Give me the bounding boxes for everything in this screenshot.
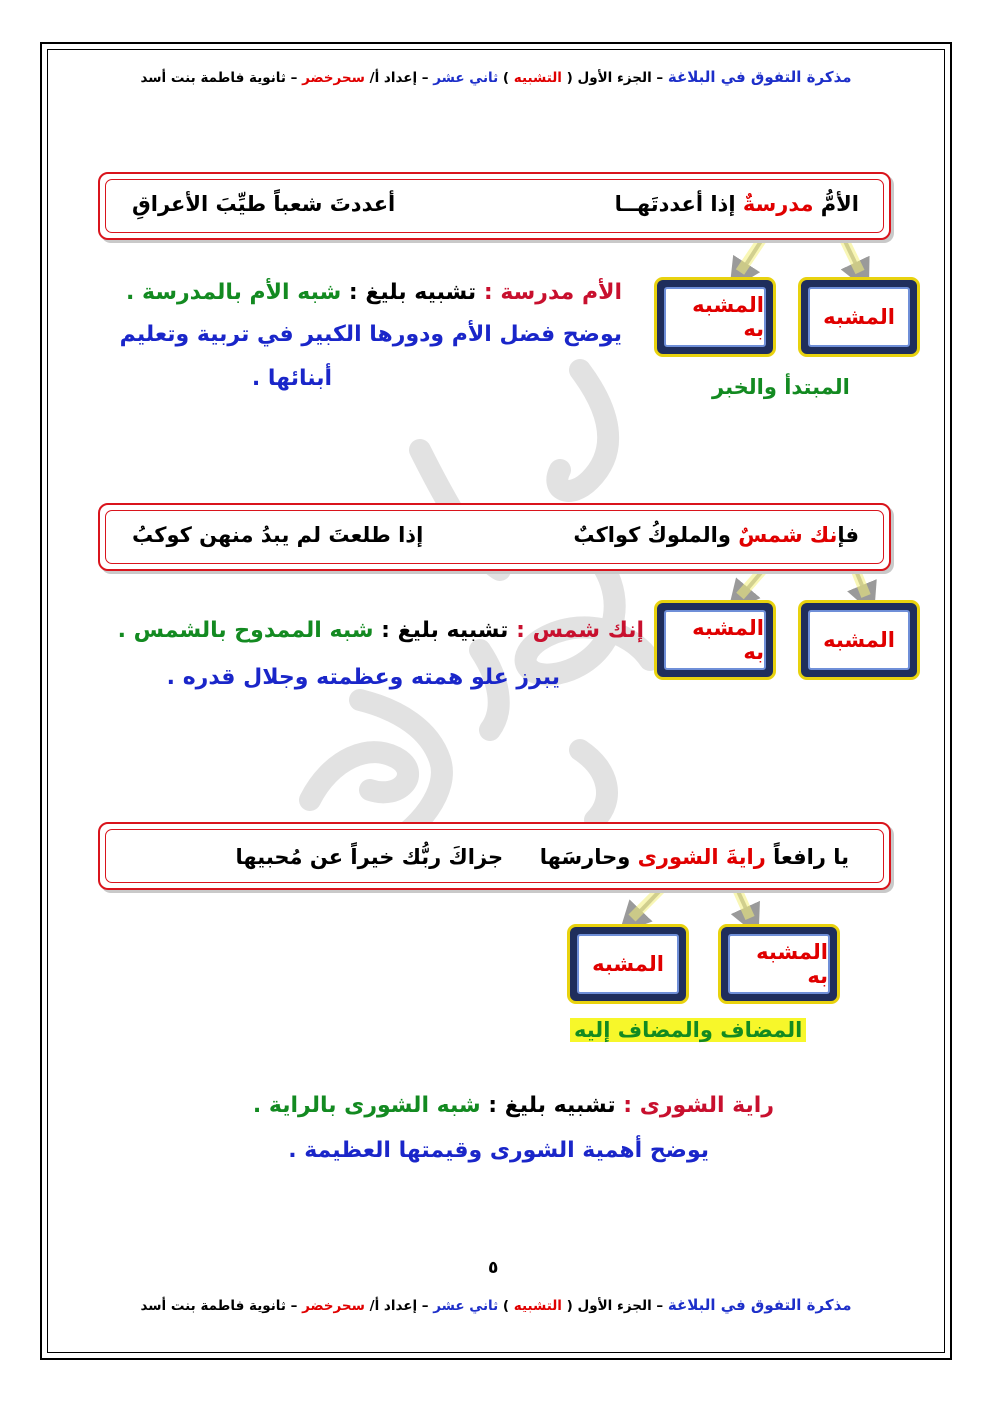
explanation-1-line2: يوضح فضل الأم ودورها الكبير في تربية وتعليم <box>119 322 622 347</box>
explanation-2-line2: يبرز علو همته وعظمته وجلال قدره . <box>166 665 560 690</box>
box-mushabbah-2: المشبه <box>798 600 920 680</box>
verse-box-2 <box>98 503 891 571</box>
box-mushabbah-bih-2: المشبه به <box>654 600 776 680</box>
page-footer: مذكرة التفوق في البلاغة – الجزء الأول ( التشبيه ) ثاني عشر – إعداد أ/ سحرخضر – ثانوية فاطمة بنت أسد <box>140 1296 852 1314</box>
note-3: المضاف والمضاف إليه <box>570 1018 806 1042</box>
page-number: ٥ <box>488 1258 499 1278</box>
verse-box-1 <box>98 172 891 240</box>
header-author: سحرخضر <box>302 70 365 86</box>
box-mushabbah-bih-1: المشبه به <box>654 277 776 357</box>
explanation-1-line3: أبنائها . <box>251 366 332 391</box>
verse-box-3 <box>98 822 891 890</box>
verse-2-second-hemistich: إذا طلعتَ لم يبدُ منهن كوكبُ <box>132 523 424 547</box>
verse-1-second-hemistich: أعددتَ شعباً طيِّبَ الأعراقِ <box>132 192 396 216</box>
box-mushabbah-1: المشبه <box>798 277 920 357</box>
verse-2-first-hemistich: فإنك شمسٌ والملوكُ كواكبٌ <box>573 523 859 547</box>
explanation-1-line1: الأم مدرسة : تشبيه بليغ : شبه الأم بالمدرسة . <box>125 280 622 305</box>
explanation-3-line2: يوضح أهمية الشورى وقيمتها العظيمة . <box>288 1138 709 1163</box>
verse-3-line: يا رافعاً رايةَ الشورى وحارسَها جزاكَ ربُّك خيراً عن مُحبيها <box>235 845 849 869</box>
explanation-2-line1: إنك شمس : تشبيه بليغ : شبه الممدوح بالشمس . <box>117 618 644 643</box>
verse-1-first-hemistich: الأمُّ مدرسةٌ إذا أعددتَهــا <box>614 192 859 216</box>
explanation-3-line1: راية الشورى : تشبيه بليغ : شبه الشورى بالراية . <box>252 1093 774 1118</box>
note-1: المبتدأ والخبر <box>712 375 850 399</box>
box-mushabbah-3: المشبه <box>567 924 689 1004</box>
page-header: مذكرة التفوق في البلاغة – الجزء الأول ( التشبيه ) ثاني عشر – إعداد أ/ سحرخضر – ثانوية فاطمة بنت أسد <box>140 68 852 86</box>
header-title: مذكرة التفوق في البلاغة <box>667 68 852 86</box>
box-mushabbah-bih-3: المشبه به <box>718 924 840 1004</box>
